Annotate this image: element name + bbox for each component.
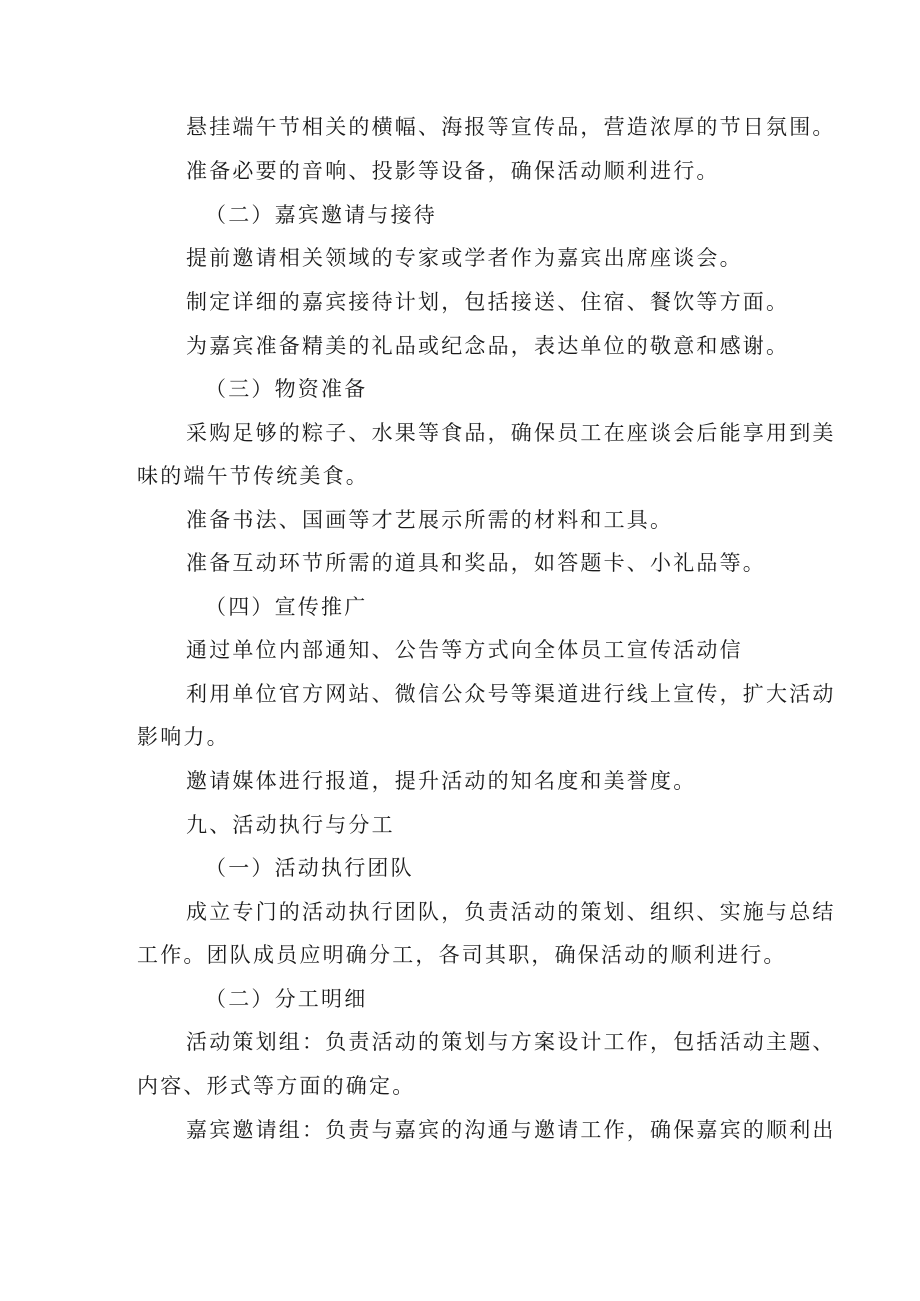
paragraph-line: 为嘉宾准备精美的礼品或纪念品，表达单位的敬意和感谢。 <box>186 334 790 358</box>
section-heading: （一）活动执行团队 <box>205 856 414 880</box>
paragraph-line: 准备必要的音响、投影等设备，确保活动顺利进行。 <box>186 159 720 183</box>
paragraph-line: 悬挂端午节相关的横幅、海报等宣传品，营造浓厚的节日氛围。 <box>186 115 836 139</box>
section-heading: （三）物资准备 <box>205 377 368 401</box>
section-heading: （二）嘉宾邀请与接待 <box>205 203 437 227</box>
paragraph-line: 制定详细的嘉宾接待计划，包括接送、住宿、餐饮等方面。 <box>186 290 790 314</box>
paragraph-line: 通过单位内部通知、公告等方式向全体员工宣传活动信 <box>186 638 743 662</box>
paragraph-line: 提前邀请相关领域的专家或学者作为嘉宾出席座谈会。 <box>186 246 743 270</box>
paragraph-line: 成立专门的活动执行团队，负责活动的策划、组织、实施与总结 <box>186 900 836 924</box>
paragraph-line: 嘉宾邀请组：负责与嘉宾的沟通与邀请工作，确保嘉宾的顺利出 <box>186 1118 836 1142</box>
chapter-heading: 九、活动执行与分工 <box>186 813 395 837</box>
paragraph-line: 影响力。 <box>137 725 230 749</box>
section-heading: （二）分工明细 <box>205 987 368 1011</box>
paragraph-line: 准备书法、国画等才艺展示所需的材料和工具。 <box>186 508 674 532</box>
section-heading: （四）宣传推广 <box>205 595 368 619</box>
paragraph-line: 内容、形式等方面的确定。 <box>137 1074 416 1098</box>
paragraph-line: 工作。团队成员应明确分工，各司其职，确保活动的顺利进行。 <box>137 943 787 967</box>
paragraph-line: 味的端午节传统美食。 <box>137 464 369 488</box>
paragraph-line: 采购足够的粽子、水果等食品，确保员工在座谈会后能享用到美 <box>186 421 836 445</box>
paragraph-line: 利用单位官方网站、微信公众号等渠道进行线上宣传，扩大活动 <box>186 682 836 706</box>
paragraph-line: 邀请媒体进行报道，提升活动的知名度和美誉度。 <box>186 769 697 793</box>
paragraph-line: 活动策划组：负责活动的策划与方案设计工作，包括活动主题、 <box>186 1030 836 1054</box>
paragraph-line: 准备互动环节所需的道具和奖品，如答题卡、小礼品等。 <box>186 551 766 575</box>
